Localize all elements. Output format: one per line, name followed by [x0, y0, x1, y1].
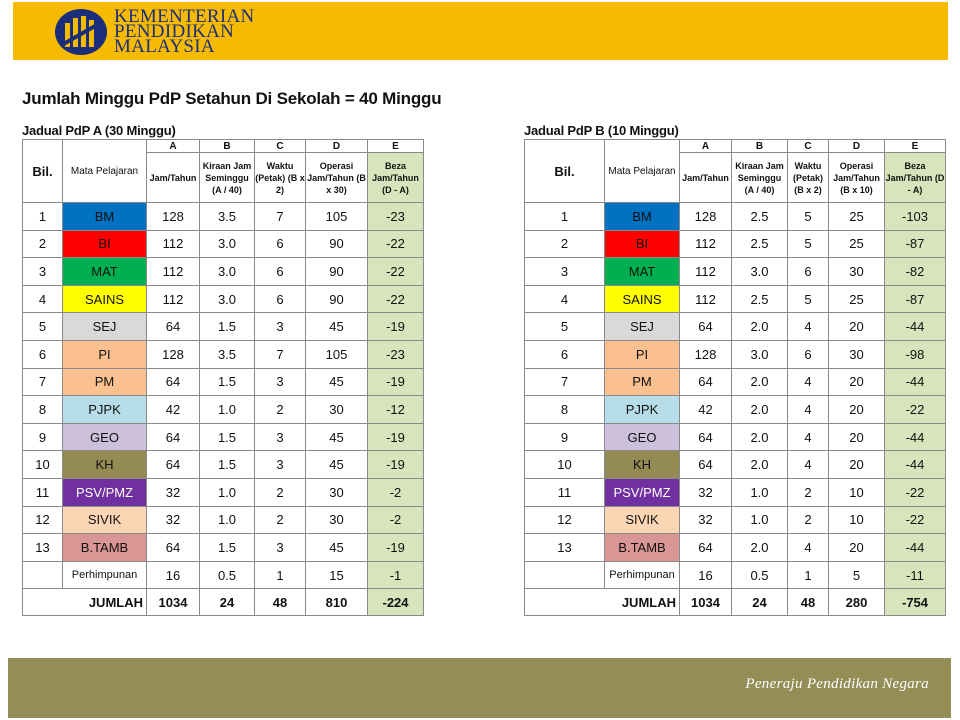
operasi-cell: 30	[306, 396, 368, 424]
bil-cell: 4	[525, 285, 605, 313]
table-row	[525, 313, 946, 341]
table-row	[23, 203, 424, 231]
subject-cell: PM	[605, 368, 680, 396]
table-row	[23, 368, 424, 396]
bil-cell: 12	[23, 506, 63, 534]
kiraan-jam-cell: 2.0	[732, 368, 788, 396]
jam-tahun-cell: 112	[680, 258, 732, 286]
footer-tagline: Peneraju Pendidikan Negara	[745, 676, 929, 692]
table-row	[525, 230, 946, 258]
table-row	[525, 451, 946, 479]
kiraan-jam-cell: 2.0	[732, 313, 788, 341]
waktu-cell: 6	[788, 340, 829, 368]
waktu-cell: 2	[255, 506, 306, 534]
subject-cell: PI	[605, 340, 680, 368]
beza-cell: -87	[885, 285, 946, 313]
operasi-cell: 105	[306, 203, 368, 231]
subject-cell: B.TAMB	[605, 534, 680, 562]
header-bil: Bil.	[23, 140, 63, 203]
waktu-cell: 2	[788, 478, 829, 506]
waktu-cell: 7	[255, 340, 306, 368]
beza-cell: -22	[368, 285, 424, 313]
table-b	[524, 139, 946, 616]
jam-tahun-cell: 64	[680, 451, 732, 479]
beza-cell: -1	[368, 561, 424, 589]
total-c-cell: 48	[788, 589, 829, 616]
jam-tahun-cell: 64	[147, 368, 200, 396]
waktu-cell: 5	[788, 230, 829, 258]
table-row	[23, 561, 424, 589]
operasi-cell: 45	[306, 313, 368, 341]
bil-cell: 10	[23, 451, 63, 479]
table-row	[525, 534, 946, 562]
table-a-wrapper	[22, 122, 424, 616]
table-a	[22, 139, 424, 616]
header-mata-pelajaran: Mata Pelajaran	[63, 140, 147, 203]
kiraan-jam-cell: 1.0	[200, 478, 255, 506]
beza-cell: -98	[885, 340, 946, 368]
total-e-cell: -754	[885, 589, 946, 616]
table-row	[525, 561, 946, 589]
header-operasi: Operasi Jam/Tahun (B x 10)	[829, 153, 885, 203]
bil-cell: 1	[525, 203, 605, 231]
beza-cell: -22	[885, 506, 946, 534]
kiraan-jam-cell: 1.0	[732, 506, 788, 534]
table-b-caption: Jadual PdP B (10 Minggu)	[524, 123, 679, 138]
table-row	[525, 396, 946, 424]
operasi-cell: 20	[829, 423, 885, 451]
beza-cell: -19	[368, 368, 424, 396]
total-label: JUMLAH	[23, 589, 147, 616]
subject-cell: SAINS	[605, 285, 680, 313]
kiraan-jam-cell: 3.0	[200, 285, 255, 313]
bil-cell: 9	[525, 423, 605, 451]
bil-cell: 13	[23, 534, 63, 562]
bil-cell: 3	[23, 258, 63, 286]
beza-cell: -19	[368, 423, 424, 451]
footer-bar	[8, 658, 951, 718]
kiraan-jam-cell: 2.0	[732, 423, 788, 451]
header-kiraan-jam: Kiraan Jam Seminggu (A / 40)	[200, 153, 255, 203]
jam-tahun-cell: 112	[680, 285, 732, 313]
total-a-cell: 1034	[680, 589, 732, 616]
ministry-name	[114, 6, 255, 57]
header-letter-b: B	[732, 140, 788, 153]
header-kiraan-jam: Kiraan Jam Seminggu (A / 40)	[732, 153, 788, 203]
jam-tahun-cell: 128	[680, 203, 732, 231]
jam-tahun-cell: 128	[680, 340, 732, 368]
jam-tahun-cell: 42	[147, 396, 200, 424]
total-b-cell: 24	[200, 589, 255, 616]
kiraan-jam-cell: 1.5	[200, 451, 255, 479]
operasi-cell: 20	[829, 368, 885, 396]
waktu-cell: 4	[788, 313, 829, 341]
waktu-cell: 4	[788, 368, 829, 396]
operasi-cell: 5	[829, 561, 885, 589]
operasi-cell: 30	[829, 340, 885, 368]
beza-cell: -44	[885, 423, 946, 451]
waktu-cell: 6	[255, 285, 306, 313]
waktu-cell: 6	[255, 258, 306, 286]
bil-cell: 2	[23, 230, 63, 258]
page-title: Jumlah Minggu PdP Setahun Di Sekolah = 40 Minggu	[22, 89, 442, 108]
kiraan-jam-cell: 1.5	[200, 423, 255, 451]
subject-cell: PJPK	[605, 396, 680, 424]
beza-cell: -19	[368, 534, 424, 562]
waktu-cell: 5	[788, 203, 829, 231]
operasi-cell: 25	[829, 285, 885, 313]
beza-cell: -23	[368, 340, 424, 368]
waktu-cell: 4	[788, 423, 829, 451]
total-a-cell: 1034	[147, 589, 200, 616]
beza-cell: -19	[368, 313, 424, 341]
jam-tahun-cell: 32	[147, 478, 200, 506]
operasi-cell: 105	[306, 340, 368, 368]
header-beza: Beza Jam/Tahun (D - A)	[885, 153, 946, 203]
bil-cell: 1	[23, 203, 63, 231]
beza-cell: -22	[885, 478, 946, 506]
ministry-line-2-text: PENDIDIKAN	[114, 21, 235, 42]
total-c-cell: 48	[255, 589, 306, 616]
waktu-cell: 4	[788, 534, 829, 562]
operasi-cell: 10	[829, 478, 885, 506]
waktu-cell: 2	[255, 478, 306, 506]
subject-cell: BI	[605, 230, 680, 258]
beza-cell: -44	[885, 368, 946, 396]
table-b-wrapper	[524, 122, 946, 616]
operasi-cell: 30	[829, 258, 885, 286]
header-letter-d: D	[829, 140, 885, 153]
jam-tahun-cell: 16	[147, 561, 200, 589]
subject-cell: SEJ	[605, 313, 680, 341]
beza-cell: -19	[368, 451, 424, 479]
kiraan-jam-cell: 2.5	[732, 285, 788, 313]
kiraan-jam-cell: 1.0	[200, 506, 255, 534]
kiraan-jam-cell: 0.5	[200, 561, 255, 589]
bil-cell: 7	[525, 368, 605, 396]
subject-cell: PM	[63, 368, 147, 396]
waktu-cell: 2	[255, 396, 306, 424]
kiraan-jam-cell: 3.0	[200, 258, 255, 286]
table-row	[23, 230, 424, 258]
table-row	[23, 258, 424, 286]
operasi-cell: 30	[306, 506, 368, 534]
jam-tahun-cell: 64	[147, 534, 200, 562]
bil-cell: 3	[525, 258, 605, 286]
table-row	[525, 506, 946, 534]
kiraan-jam-cell: 2.5	[732, 230, 788, 258]
waktu-cell: 5	[788, 285, 829, 313]
table-row	[23, 478, 424, 506]
beza-cell: -23	[368, 203, 424, 231]
operasi-cell: 25	[829, 230, 885, 258]
operasi-cell: 90	[306, 230, 368, 258]
jam-tahun-cell: 42	[680, 396, 732, 424]
waktu-cell: 3	[255, 313, 306, 341]
header-beza: Beza Jam/Tahun (D - A)	[368, 153, 424, 203]
operasi-cell: 20	[829, 534, 885, 562]
bil-cell: 10	[525, 451, 605, 479]
table-a-caption: Jadual PdP A (30 Minggu)	[22, 123, 176, 138]
subject-cell: Perhimpunan	[63, 561, 147, 589]
jam-tahun-cell: 128	[147, 340, 200, 368]
jam-tahun-cell: 112	[147, 230, 200, 258]
waktu-cell: 4	[788, 396, 829, 424]
beza-cell: -22	[885, 396, 946, 424]
beza-cell: -44	[885, 534, 946, 562]
kiraan-jam-cell: 1.0	[732, 478, 788, 506]
header-letter-a: A	[147, 140, 200, 153]
beza-cell: -82	[885, 258, 946, 286]
subject-cell: SIVIK	[63, 506, 147, 534]
subject-cell: BI	[63, 230, 147, 258]
bil-cell: 2	[525, 230, 605, 258]
operasi-cell: 20	[829, 313, 885, 341]
header-jam-tahun: Jam/Tahun	[147, 153, 200, 203]
waktu-cell: 4	[788, 451, 829, 479]
subject-cell: BM	[63, 203, 147, 231]
header-letter-e: E	[368, 140, 424, 153]
kiraan-jam-cell: 2.5	[732, 203, 788, 231]
operasi-cell: 45	[306, 534, 368, 562]
jam-tahun-cell: 64	[147, 451, 200, 479]
table-row	[525, 258, 946, 286]
kiraan-jam-cell: 1.5	[200, 534, 255, 562]
header-waktu: Waktu (Petak) (B x 2)	[255, 153, 306, 203]
beza-cell: -12	[368, 396, 424, 424]
subject-cell: PI	[63, 340, 147, 368]
jam-tahun-cell: 64	[147, 313, 200, 341]
jam-tahun-cell: 128	[147, 203, 200, 231]
header-letter-e: E	[885, 140, 946, 153]
header-letter-c: C	[255, 140, 306, 153]
subject-cell: SIVIK	[605, 506, 680, 534]
table-row	[23, 313, 424, 341]
waktu-cell: 3	[255, 368, 306, 396]
bil-cell: 8	[23, 396, 63, 424]
jam-tahun-cell: 32	[680, 478, 732, 506]
operasi-cell: 20	[829, 396, 885, 424]
kiraan-jam-cell: 3.0	[200, 230, 255, 258]
beza-cell: -22	[368, 258, 424, 286]
table-b-body	[525, 203, 946, 616]
header-mata-pelajaran: Mata Pelajaran	[605, 140, 680, 203]
table-row	[23, 534, 424, 562]
ministry-logo-icon	[54, 8, 108, 56]
jam-tahun-cell: 64	[680, 313, 732, 341]
total-b-cell: 24	[732, 589, 788, 616]
bil-cell: 11	[23, 478, 63, 506]
subject-cell: MAT	[605, 258, 680, 286]
table-row	[525, 285, 946, 313]
bil-cell: 13	[525, 534, 605, 562]
kiraan-jam-cell: 2.0	[732, 396, 788, 424]
kiraan-jam-cell: 3.0	[732, 340, 788, 368]
beza-cell: -11	[885, 561, 946, 589]
waktu-cell: 1	[255, 561, 306, 589]
subject-cell: Perhimpunan	[605, 561, 680, 589]
subject-cell: BM	[605, 203, 680, 231]
kiraan-jam-cell: 3.0	[732, 258, 788, 286]
subject-cell: GEO	[63, 423, 147, 451]
jam-tahun-cell: 64	[680, 423, 732, 451]
subject-cell: GEO	[605, 423, 680, 451]
total-label: JUMLAH	[525, 589, 680, 616]
table-row	[23, 451, 424, 479]
jam-tahun-cell: 112	[147, 258, 200, 286]
bil-cell: 6	[23, 340, 63, 368]
operasi-cell: 10	[829, 506, 885, 534]
table-row	[23, 396, 424, 424]
waktu-cell: 3	[255, 534, 306, 562]
subject-cell: PSV/PMZ	[63, 478, 147, 506]
table-a-body	[23, 203, 424, 616]
ministry-line-3	[114, 36, 255, 57]
bil-cell: 5	[525, 313, 605, 341]
waktu-cell: 1	[788, 561, 829, 589]
operasi-cell: 45	[306, 451, 368, 479]
bil-cell	[23, 561, 63, 589]
table-row	[525, 478, 946, 506]
table-row	[525, 368, 946, 396]
bil-cell: 5	[23, 313, 63, 341]
bil-cell: 6	[525, 340, 605, 368]
jam-tahun-cell: 64	[147, 423, 200, 451]
bil-cell: 9	[23, 423, 63, 451]
operasi-cell: 25	[829, 203, 885, 231]
waktu-cell: 6	[788, 258, 829, 286]
header-operasi: Operasi Jam/Tahun (B x 30)	[306, 153, 368, 203]
jam-tahun-cell: 112	[680, 230, 732, 258]
bil-cell	[525, 561, 605, 589]
header-letter-d: D	[306, 140, 368, 153]
operasi-cell: 45	[306, 368, 368, 396]
kiraan-jam-cell: 0.5	[732, 561, 788, 589]
header-bil: Bil.	[525, 140, 605, 203]
header-letter-a: A	[680, 140, 732, 153]
total-e-cell: -224	[368, 589, 424, 616]
bil-cell: 7	[23, 368, 63, 396]
table-row	[525, 423, 946, 451]
subject-cell: MAT	[63, 258, 147, 286]
table-row	[23, 506, 424, 534]
jam-tahun-cell: 64	[680, 534, 732, 562]
bil-cell: 12	[525, 506, 605, 534]
table-row	[525, 203, 946, 231]
ministry-line-1-text: KEMENTERIAN	[114, 6, 255, 27]
beza-cell: -2	[368, 478, 424, 506]
kiraan-jam-cell: 1.0	[200, 396, 255, 424]
kiraan-jam-cell: 3.5	[200, 203, 255, 231]
operasi-cell: 90	[306, 285, 368, 313]
bil-cell: 8	[525, 396, 605, 424]
subject-cell: PJPK	[63, 396, 147, 424]
beza-cell: -2	[368, 506, 424, 534]
waktu-cell: 6	[255, 230, 306, 258]
subject-cell: SAINS	[63, 285, 147, 313]
operasi-cell: 15	[306, 561, 368, 589]
beza-cell: -103	[885, 203, 946, 231]
header-jam-tahun: Jam/Tahun	[680, 153, 732, 203]
operasi-cell: 20	[829, 451, 885, 479]
subject-cell: SEJ	[63, 313, 147, 341]
subject-cell: PSV/PMZ	[605, 478, 680, 506]
kiraan-jam-cell: 1.5	[200, 368, 255, 396]
header-letter-b: B	[200, 140, 255, 153]
subject-cell: B.TAMB	[63, 534, 147, 562]
operasi-cell: 45	[306, 423, 368, 451]
kiraan-jam-cell: 3.5	[200, 340, 255, 368]
bil-cell: 4	[23, 285, 63, 313]
jam-tahun-cell: 112	[147, 285, 200, 313]
total-row	[525, 589, 946, 616]
table-row	[23, 285, 424, 313]
table-row	[23, 423, 424, 451]
waktu-cell: 3	[255, 451, 306, 479]
ministry-line-3-text: MALAYSIA	[114, 36, 215, 57]
total-row	[23, 589, 424, 616]
kiraan-jam-cell: 2.0	[732, 534, 788, 562]
kiraan-jam-cell: 1.5	[200, 313, 255, 341]
jam-tahun-cell: 64	[680, 368, 732, 396]
jam-tahun-cell: 32	[147, 506, 200, 534]
operasi-cell: 30	[306, 478, 368, 506]
waktu-cell: 3	[255, 423, 306, 451]
beza-cell: -44	[885, 313, 946, 341]
beza-cell: -44	[885, 451, 946, 479]
kiraan-jam-cell: 2.0	[732, 451, 788, 479]
bil-cell: 11	[525, 478, 605, 506]
waktu-cell: 7	[255, 203, 306, 231]
total-d-cell: 280	[829, 589, 885, 616]
beza-cell: -87	[885, 230, 946, 258]
table-row	[525, 340, 946, 368]
jam-tahun-cell: 16	[680, 561, 732, 589]
subject-cell: KH	[63, 451, 147, 479]
table-row	[23, 340, 424, 368]
beza-cell: -22	[368, 230, 424, 258]
total-d-cell: 810	[306, 589, 368, 616]
jam-tahun-cell: 32	[680, 506, 732, 534]
subject-cell: KH	[605, 451, 680, 479]
operasi-cell: 90	[306, 258, 368, 286]
waktu-cell: 2	[788, 506, 829, 534]
header-waktu: Waktu (Petak) (B x 2)	[788, 153, 829, 203]
header-letter-c: C	[788, 140, 829, 153]
